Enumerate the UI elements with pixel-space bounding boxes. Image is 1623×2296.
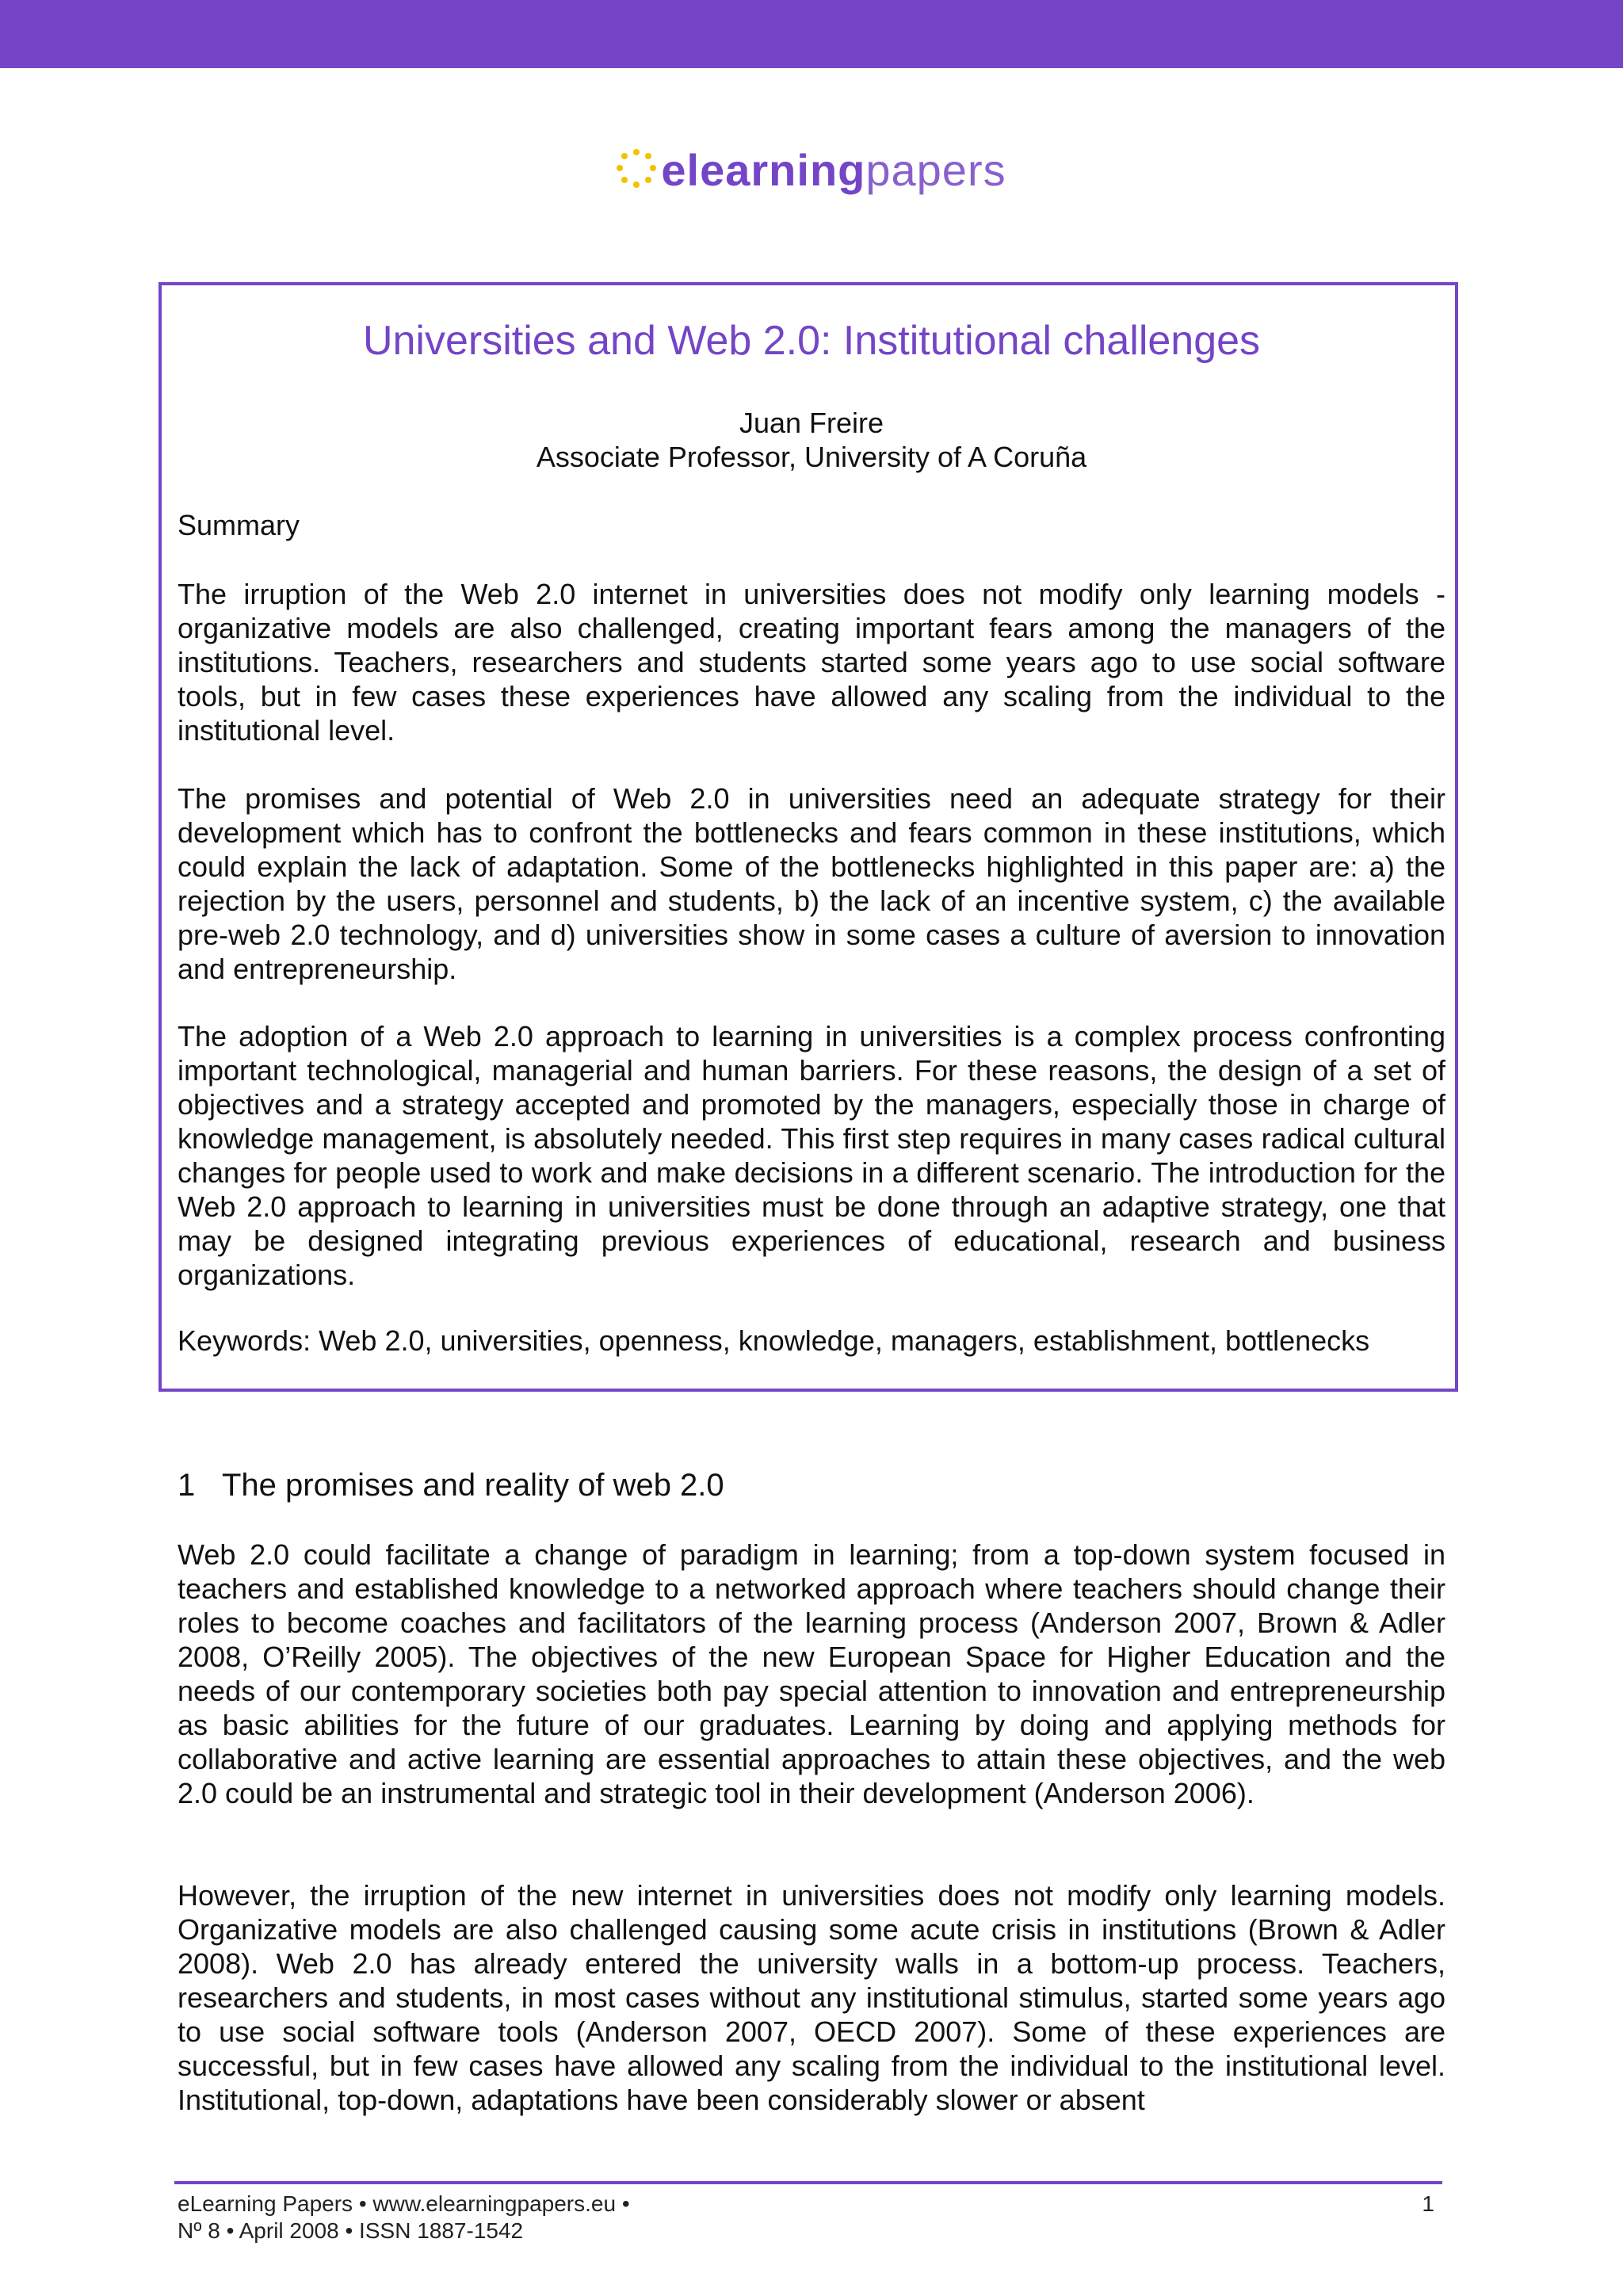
keywords-text: Web 2.0, universities, openness, knowledge, managers, establishment, bottlenecks — [311, 1324, 1370, 1357]
footer-line-1: eLearning Papers • www.elearningpapers.eu • — [178, 2191, 630, 2216]
section-1-title: The promises and reality of web 2.0 — [222, 1468, 724, 1503]
section-1-paragraph-1: Web 2.0 could facilitate a change of paradigm in learning; from a top-down system focused in teachers and established knowledge to a networked approach where teachers should change their roles to become coaches and facilitators of the learning process (Anderson 2007, Brown & Adler 2008, O’Reilly 2005). The objectives of the new European Space for Higher Education and the needs of our contemporary societies both pay special attention to innovation and entrepreneurship as basic abilities for the future of our graduates. Learning by doing and applying methods for collaborative and active learning are essential approaches to attain these objectives, and the web 2.0 could be an instrumental and strategic tool in their development (Anderson 2006). — [178, 1538, 1445, 1809]
summary-paragraph-2: The promises and potential of Web 2.0 in universities need an adequate strategy for their development which has to confront the bottlenecks and fears common in these institutions, which could explain the lack of adaptation. Some of the bottlenecks highlighted in this paper are: a) the rejection by the users, personnel and students, b) the lack of an incentive system, c) the available pre-web 2.0 technology, and d) universities show in some cases a culture of aversion to innovation and entrepreneurship. — [178, 782, 1445, 985]
keywords-line — [178, 1324, 1445, 1358]
footer-divider — [174, 2181, 1442, 2184]
section-1-number: 1 — [178, 1468, 196, 1503]
summary-paragraph-3: The adoption of a Web 2.0 approach to learning in universities is a complex process confronting important technological, managerial and human barriers. For these reasons, the design of a set of objectives and a strategy accepted and promoted by the managers, especially those in charge of knowledge management, is absolutely needed. This first step requires in many cases radical cultural changes for people used to work and make decisions in a different scenario. The introduction for the Web 2.0 approach to learning in universities must be done through an adaptive strategy, one that may be designed integrating previous experiences of educational, research and business organizations. — [178, 1020, 1445, 1291]
keywords-label: Keywords: — [178, 1324, 311, 1357]
page-number: 1 — [1422, 2191, 1434, 2216]
section-1-paragraph-2: However, the irruption of the new internet in universities does not modify only learning models. Organizative models are also challenged causing some acute crisis in institutions (Brown & Adler 2008). Web 2.0 has already entered the university walls in a bottom-up process. Teachers, researchers and students, in most cases without any institutional stimulus, started some years ago to use social software tools (Anderson 2007, OECD 2007). Some of these experiences are successful, but in few cases have allowed any scaling from the individual to the institutional level. Institutional, top-down, adaptations have been considerably slower or absent — [178, 1879, 1445, 2116]
logo-text-elearning: elearning — [661, 145, 866, 195]
summary-paragraph-1: The irruption of the Web 2.0 internet in universities does not modify only learning models - organizative models are also challenged, creating important fears among the managers of the institutions. Teachers, researchers and students started some years ago to use social software tools, but in few cases these experiences have allowed any scaling from the individual to the institutional level. — [178, 578, 1445, 747]
footer-line-2: Nº 8 • April 2008 • ISSN 1887-1542 — [178, 2218, 524, 2243]
footer-citation — [178, 2191, 630, 2244]
logo-text-papers: papers — [865, 145, 1006, 195]
journal-logo — [0, 144, 1623, 208]
section-1-heading — [178, 1468, 724, 1503]
author-name: Juan Freire — [739, 407, 884, 439]
top-accent-bar — [0, 0, 1623, 68]
paper-title: Universities and Web 2.0: Institutional challenges — [362, 318, 1261, 364]
author-block — [0, 406, 1623, 474]
author-affiliation: Associate Professor, University of A Coruña — [536, 441, 1087, 473]
logo-star-ring-icon — [617, 149, 656, 189]
summary-heading: Summary — [178, 509, 300, 541]
